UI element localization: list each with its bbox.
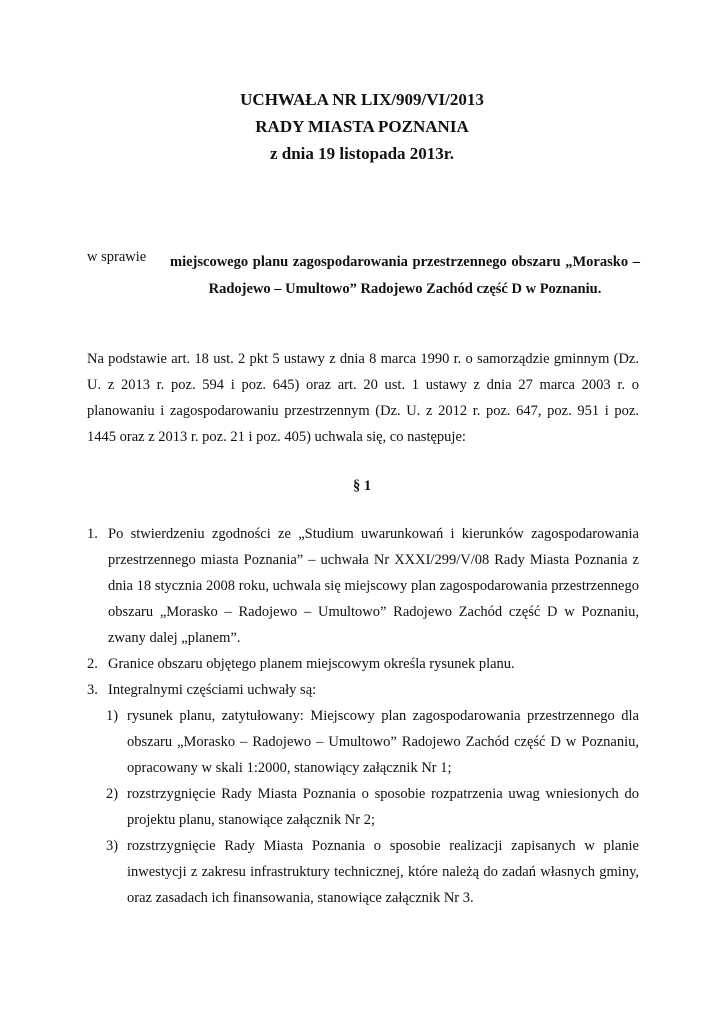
subpoint-text: rozstrzygnięcie Rady Miasta Poznania o sposobie realizacji zapisanych w planie inwestycji z zakresu infrastruktury technicznej, które należą do zadań własnych gminy, oraz zasadach ich finansowania, stanowiące załącznik Nr 3. [127, 838, 639, 906]
subpoint-text: rysunek planu, zatytułowany: Miejscowy plan zagospodarowania przestrzennego dla obszaru „Morasko – Radojewo – Umultowo” Radojewo Zachód część D w Poznaniu, opracowany w skali 1:2000, stanowiący załącznik Nr 1; [127, 708, 639, 776]
subject-text: miejscowego planu zagospodarowania przestrzennego obszaru „Morasko – Radojewo – Umultowo” Radojewo Zachód część D w Poznaniu. [170, 254, 640, 297]
sub-list-item [87, 781, 639, 833]
point-text: Po stwierdzeniu zgodności ze „Studium uwarunkowań i kierunków zagospodarowania przestrzennego miasta Poznania” – uchwała Nr XXXI/299/V/08 Rady Miasta Poznania z dnia 18 stycznia 2008 roku, uchwala się miejscowy plan zagospodarowania przestrzennego obszaru „Morasko – Radojewo – Umultowo” Radojewo Zachód część D w Poznaniu, zwany dalej „planem”. [108, 526, 639, 646]
subject-label: w sprawie [87, 249, 147, 265]
sub-list-item [87, 703, 639, 781]
legal-basis-paragraph: Na podstawie art. 18 ust. 2 pkt 5 ustawy z dnia 8 marca 1990 r. o samorządzie gminnym (Dz. U. z 2013 r. poz. 594 i poz. 645) oraz art. 20 ust. 1 ustawy z dnia 27 marca 2003 r. o planowaniu i zagospodarowaniu przestrzennym (Dz. U. z 2012 r. poz. 647, poz. 951 i poz. 1445 oraz z 2013 r. poz. 21 i poz. 405) uchwala się, co następuje: [87, 351, 639, 445]
subpoint-number: 2) [106, 786, 119, 802]
point-text: Granice obszaru objętego planem miejscowym określa rysunek planu. [108, 656, 515, 672]
resolution-number: UCHWAŁA NR LIX/909/VI/2013 [240, 90, 484, 109]
point-number: 2. [87, 656, 98, 672]
subpoint-number: 3) [106, 838, 119, 854]
sub-list-item [87, 833, 639, 911]
list-item [87, 651, 639, 677]
list-item [87, 521, 639, 651]
document-title [0, 86, 724, 167]
point-number: 3. [87, 682, 98, 698]
section-points-list [87, 521, 639, 911]
resolution-date: z dnia 19 listopada 2013r. [269, 144, 455, 163]
point-number: 1. [87, 526, 98, 542]
subpoint-text: rozstrzygnięcie Rady Miasta Poznania o sposobie rozpatrzenia uwag wniesionych do projektu planu, stanowiące załącznik Nr 2; [127, 786, 639, 828]
section-heading: § 1 [352, 478, 372, 494]
point-text: Integralnymi częściami uchwały są: [108, 682, 317, 698]
council-name: RADY MIASTA POZNANIA [255, 117, 469, 136]
list-item [87, 677, 639, 703]
subpoint-number: 1) [106, 708, 119, 724]
